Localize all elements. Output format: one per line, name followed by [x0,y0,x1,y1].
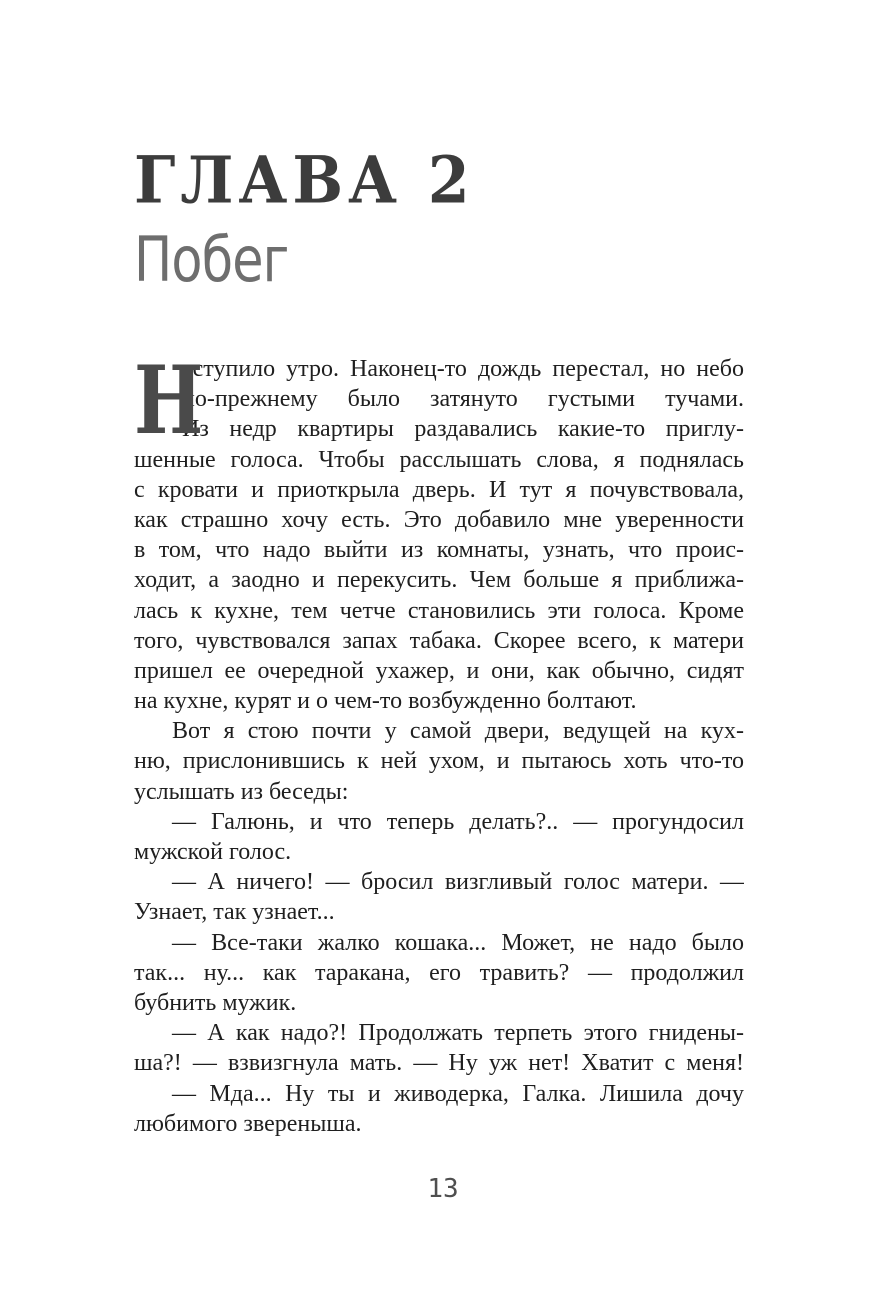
text-line: как страшно хочу есть. Это добавило мне уверенности [134,506,744,533]
text-line: — Все-таки жалко кошака... Может, не надо было [172,929,744,956]
text-line: в том, что надо выйти из комнаты, узнать, что проис- [134,537,744,564]
text-line: любимого звереныша. [134,1110,362,1137]
text-line: ходит, а заодно и перекусить. Чем больше я приближа- [134,567,744,594]
text-line: аступило утро. Наконец-то дождь перестал, но небо [182,356,744,382]
text-line: услышать из беседы: [134,778,349,805]
text-line: ню, прислонившись к ней ухом, и пытаюсь хоть что-то [134,748,744,775]
text-line: мужской голос. [134,839,292,865]
drop-cap: Н [134,346,204,456]
page-number: 13 [427,1174,459,1204]
text-line: так... ну... как таракана, его травить? — продолжил [134,959,744,986]
chapter-label: ГЛАВА 2 [134,143,475,219]
text-line: лась к кухне, тем четче становились эти голоса. Кроме [134,597,744,624]
text-line: — Мда... Ну ты и живодерка, Галка. Лишила дочу [172,1080,744,1107]
text-line: — А как надо?! Продолжать терпеть этого гнидены- [172,1020,744,1047]
text-line: пришел ее очередной ухажер, и они, как обычно, сидят [134,657,744,684]
chapter-title: Побег [134,223,289,296]
text-line: — Галюнь, и что теперь делать?.. — прогундосил [172,808,744,835]
text-line: того, чувствовался запах табака. Скорее всего, к матери [134,627,744,654]
text-line: Из недр квартиры раздавались какие-то приглу- [182,416,744,443]
text-line: Вот я стою почти у самой двери, ведущей на кух- [172,718,744,745]
text-line: с кровати и приоткрыла дверь. И тут я почувствовала, [134,476,744,503]
body-text [134,346,744,1139]
text-line: бубнить мужик. [134,989,297,1016]
text-line: по-прежнему было затянуто густыми тучами. [182,386,744,413]
text-line: Узнает, так узнает... [134,899,335,926]
text-line: на кухне, курят и о чем-то возбужденно болтают. [134,688,637,715]
text-line: — А ничего! — бросил визгливый голос матери. — [172,869,744,896]
text-line: ша?! — взвизгнула мать. — Ну уж нет! Хватит с меня! [134,1050,744,1077]
text-line: шенные голоса. Чтобы расслышать слова, я поднялась [134,446,744,473]
